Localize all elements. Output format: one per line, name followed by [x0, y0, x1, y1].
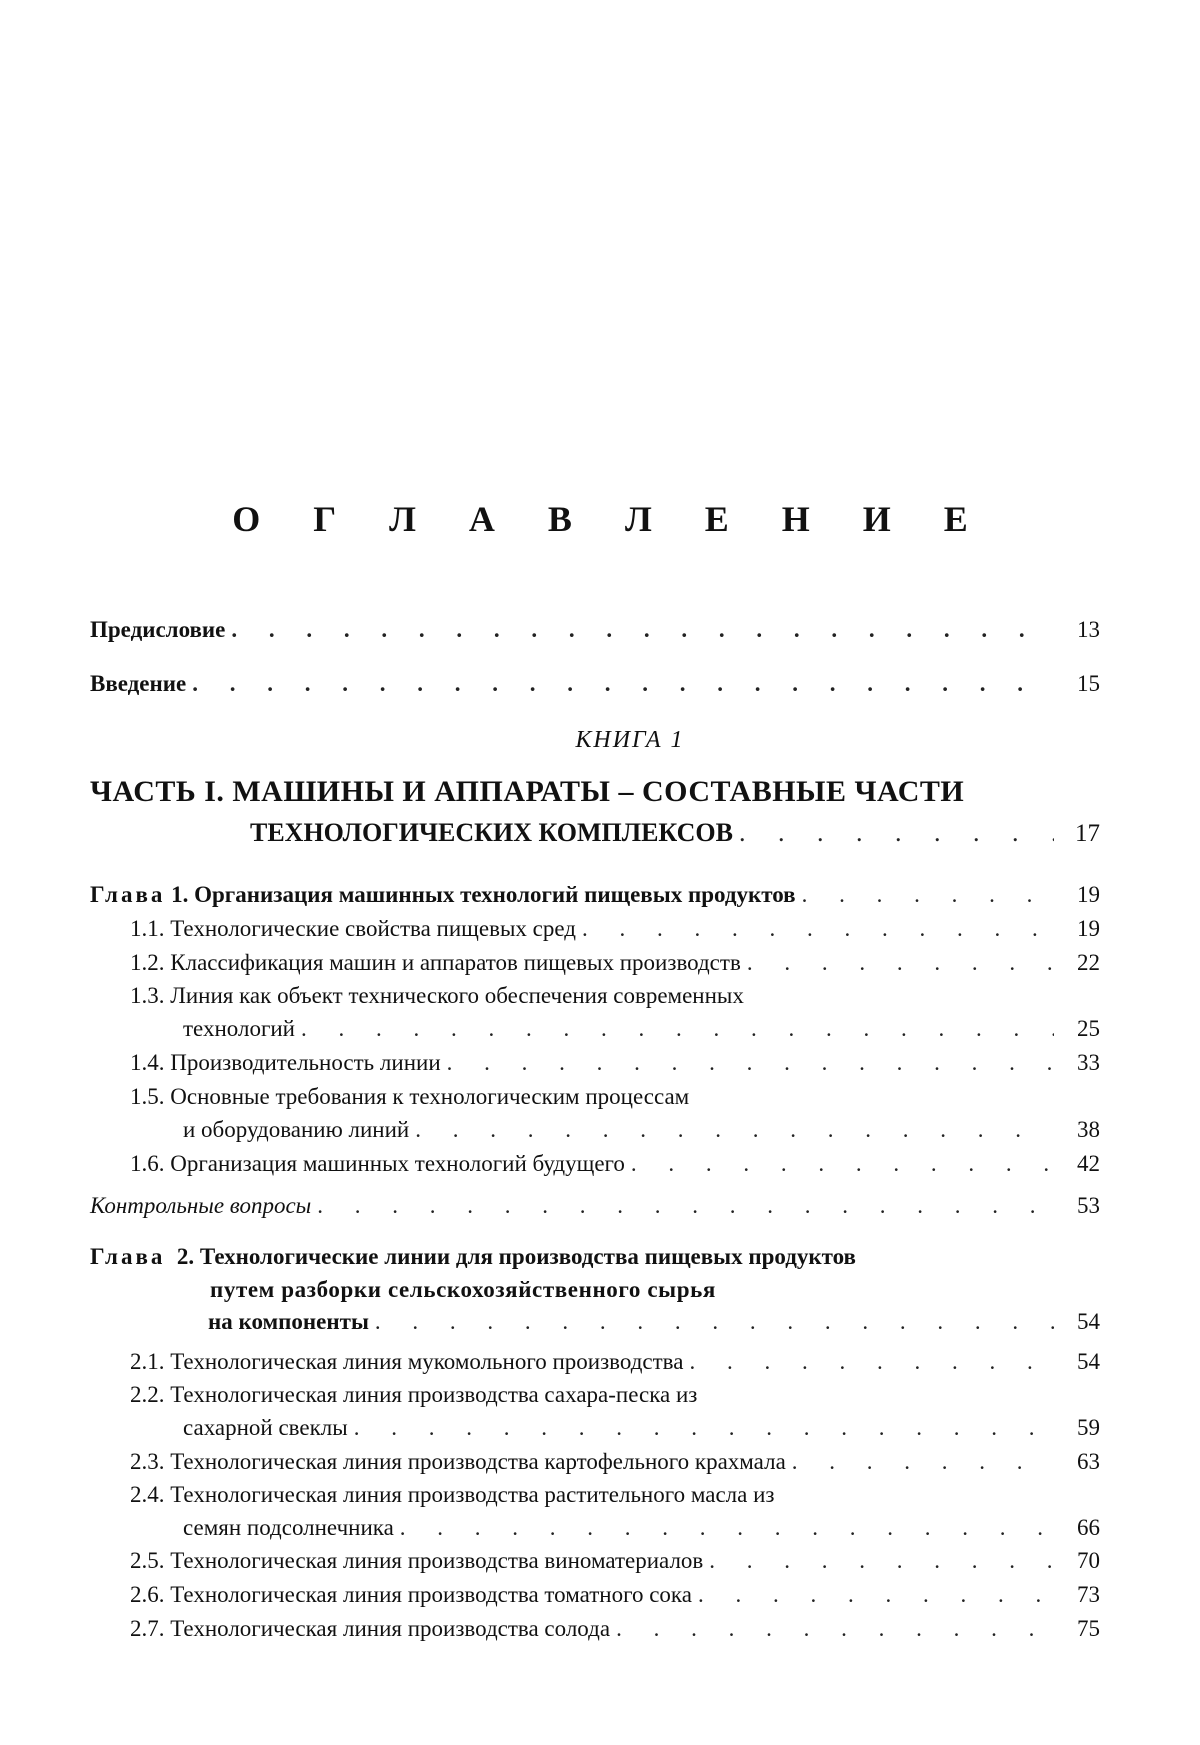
chapter-title	[90, 882, 796, 908]
leader-dots	[400, 1515, 1054, 1541]
section-title	[130, 916, 576, 942]
leader-dots	[747, 950, 1054, 976]
leader-dots	[317, 1193, 1054, 1219]
toc-entry-page: 19	[1064, 916, 1100, 942]
toc-entry-label: Предисловие	[90, 617, 225, 643]
section-name: Технологические свойства пищевых сред	[170, 916, 576, 941]
section-name: Технологическая линия производства виноматериалов	[170, 1548, 703, 1573]
section-title	[130, 1582, 692, 1608]
section-title	[130, 950, 741, 976]
chapter-title-line3: на компоненты	[208, 1309, 369, 1335]
toc-entry-page: 15	[1064, 671, 1100, 697]
chapter-title-line2: путем разборки сельскохозяйственного сырья	[210, 1277, 716, 1303]
section-title	[130, 1050, 441, 1076]
leader-dots	[354, 1415, 1054, 1441]
toc-entry-page: 75	[1064, 1616, 1100, 1642]
section-name: Организация машинных технологий будущего	[170, 1151, 625, 1176]
chapter-name: 2. Технологические линии для производства пищевых продуктов	[177, 1244, 856, 1269]
toc-entry-questions[interactable]	[90, 1193, 1100, 1219]
leader-dots	[301, 1016, 1054, 1042]
section-number: 1.3.	[130, 983, 165, 1008]
toc-entry-page: 73	[1064, 1582, 1100, 1608]
toc-entry-section[interactable]	[130, 1582, 1100, 1608]
section-name: Основные требования к технологическим процессам	[170, 1084, 689, 1109]
leader-dots	[415, 1117, 1054, 1143]
toc-entry-page: 19	[1064, 882, 1100, 908]
part-heading-line2: ТЕХНОЛОГИЧЕСКИХ КОМПЛЕКСОВ	[250, 818, 733, 848]
toc-entry-page: 66	[1064, 1515, 1100, 1541]
leader-dots	[231, 617, 1054, 643]
toc-entry-preface[interactable]	[90, 617, 1100, 643]
toc-entry-section[interactable]	[130, 950, 1100, 976]
section-name: Технологическая линия производства томатного сока	[170, 1582, 692, 1607]
section-title-line2: технологий	[183, 1016, 295, 1042]
section-title	[130, 1449, 786, 1475]
section-number: 2.1.	[130, 1349, 165, 1374]
page-title: О Г Л А В Л Е Н И Е	[0, 498, 1200, 540]
toc-entry-page: 63	[1064, 1449, 1100, 1475]
section-title-line1	[130, 983, 744, 1009]
toc-entry-page: 13	[1064, 617, 1100, 643]
section-number: 1.4.	[130, 1050, 165, 1075]
toc-entry-intro[interactable]	[90, 671, 1100, 697]
book-heading: КНИГА 1	[0, 727, 1200, 754]
toc-entry-page: 25	[1064, 1016, 1100, 1042]
part-heading-line1: ЧАСТЬ I. МАШИНЫ И АППАРАТЫ – СОСТАВНЫЕ ЧАСТИ	[90, 775, 964, 809]
section-title-line2: и оборудованию линий	[183, 1117, 409, 1143]
questions-label: Контрольные вопросы	[90, 1193, 311, 1219]
section-number: 2.7.	[130, 1616, 165, 1641]
toc-entry-chapter-1[interactable]	[90, 882, 1100, 908]
toc-entry-section[interactable]	[130, 1616, 1100, 1642]
section-title	[130, 1151, 625, 1177]
section-name: Классификация машин и аппаратов пищевых производств	[170, 950, 741, 975]
leader-dots	[792, 1449, 1054, 1475]
leader-dots	[802, 882, 1054, 908]
leader-dots	[447, 1050, 1054, 1076]
section-title-line1	[130, 1482, 775, 1508]
chapter-title-line1	[90, 1244, 856, 1270]
leader-dots	[631, 1151, 1054, 1177]
section-number: 2.2.	[130, 1382, 165, 1407]
chapter-prefix: Глава	[90, 882, 165, 907]
section-name: Технологическая линия мукомольного производства	[170, 1349, 683, 1374]
leader-dots	[698, 1582, 1054, 1608]
section-title	[130, 1548, 703, 1574]
toc-entry-section[interactable]	[130, 1548, 1100, 1574]
leader-dots	[689, 1349, 1054, 1375]
leader-dots	[192, 671, 1054, 697]
section-title-line1	[130, 1382, 697, 1408]
toc-entry-page: 53	[1064, 1193, 1100, 1219]
toc-entry-section[interactable]	[183, 1515, 1100, 1541]
toc-entry-page: 42	[1064, 1151, 1100, 1177]
section-title-line1	[130, 1084, 689, 1110]
toc-entry-page: 54	[1064, 1349, 1100, 1375]
section-name: Технологическая линия производства растительного масла из	[170, 1482, 774, 1507]
section-title-line2: семян подсолнечника	[183, 1515, 394, 1541]
chapter-name: 1. Организация машинных технологий пищевых продуктов	[171, 882, 795, 907]
section-number: 2.3.	[130, 1449, 165, 1474]
toc-entry-section[interactable]	[183, 1016, 1100, 1042]
toc-entry-section[interactable]	[130, 1151, 1100, 1177]
section-number: 2.6.	[130, 1582, 165, 1607]
section-number: 1.6.	[130, 1151, 165, 1176]
toc-entry-label: Введение	[90, 671, 186, 697]
toc-entry-page: 33	[1064, 1050, 1100, 1076]
section-name: Технологическая линия производства солода	[170, 1616, 610, 1641]
toc-entry-section[interactable]	[130, 1449, 1100, 1475]
toc-entry-page: 59	[1064, 1415, 1100, 1441]
section-title-line2: сахарной свеклы	[183, 1415, 348, 1441]
leader-dots	[709, 1548, 1054, 1574]
toc-entry-chapter-2[interactable]	[208, 1309, 1100, 1335]
chapter-prefix: Глава	[90, 1244, 165, 1269]
section-number: 1.1.	[130, 916, 165, 941]
toc-entry-part-1[interactable]	[250, 818, 1100, 848]
section-number: 1.2.	[130, 950, 165, 975]
section-name: Производительность линии	[170, 1050, 440, 1075]
toc-entry-page: 22	[1064, 950, 1100, 976]
leader-dots	[582, 916, 1054, 942]
toc-entry-page: 54	[1064, 1309, 1100, 1335]
leader-dots	[616, 1616, 1054, 1642]
section-number: 1.5.	[130, 1084, 165, 1109]
toc-entry-section[interactable]	[130, 1050, 1100, 1076]
toc-entry-page: 17	[1064, 820, 1100, 848]
leader-dots	[375, 1309, 1054, 1335]
toc-page	[0, 0, 1200, 1745]
section-number: 2.5.	[130, 1548, 165, 1573]
toc-entry-section[interactable]	[130, 1349, 1100, 1375]
toc-entry-page: 70	[1064, 1548, 1100, 1574]
section-title	[130, 1349, 683, 1375]
toc-entry-section[interactable]	[183, 1117, 1100, 1143]
section-number: 2.4.	[130, 1482, 165, 1507]
toc-entry-section[interactable]	[183, 1415, 1100, 1441]
toc-entry-page: 38	[1064, 1117, 1100, 1143]
leader-dots	[739, 818, 1054, 848]
section-name: Технологическая линия производства сахара-песка из	[170, 1382, 697, 1407]
toc-entry-section[interactable]	[130, 916, 1100, 942]
section-name: Технологическая линия производства картофельного крахмала	[170, 1449, 786, 1474]
section-title	[130, 1616, 610, 1642]
section-name: Линия как объект технического обеспечения современных	[170, 983, 744, 1008]
